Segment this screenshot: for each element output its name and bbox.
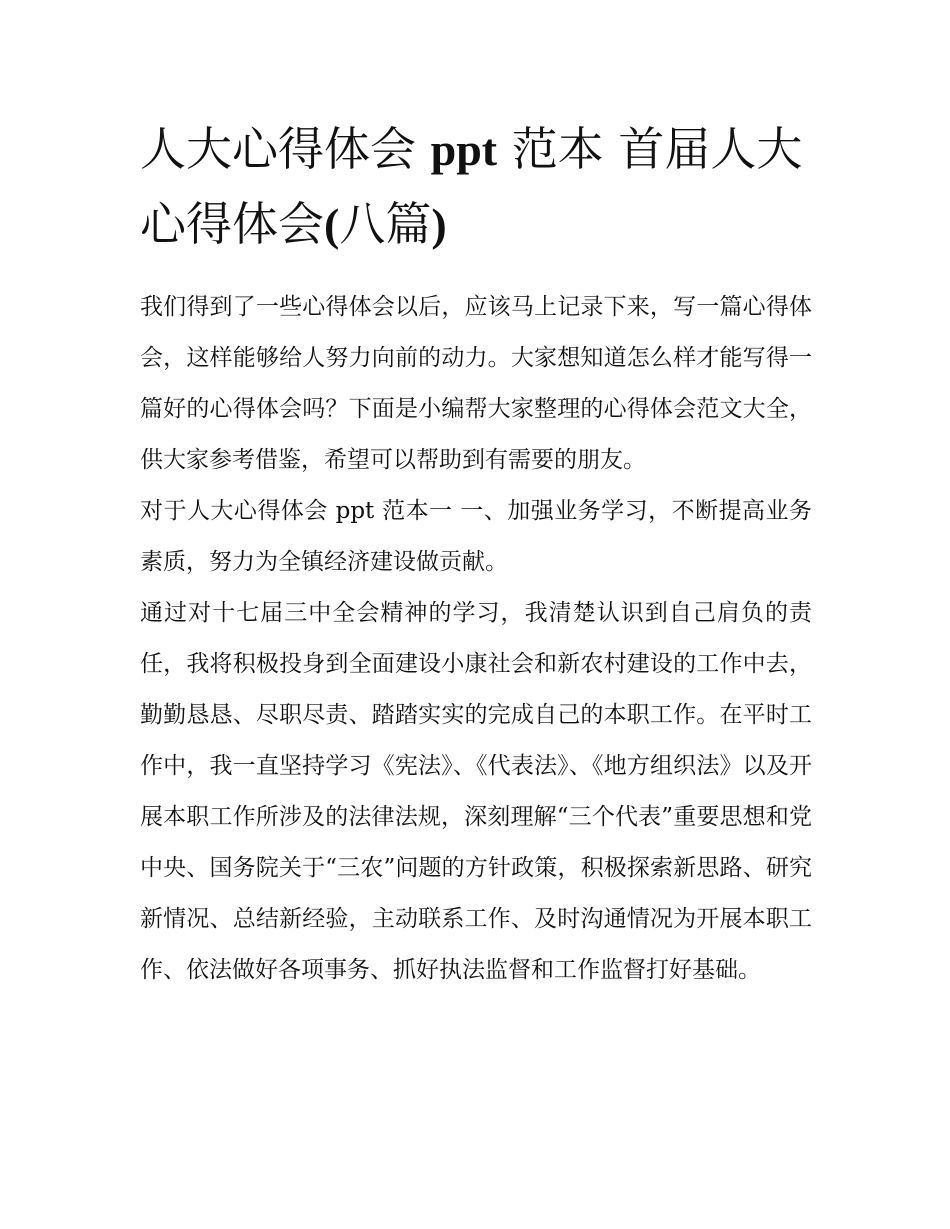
title-part-3: 八篇 [339,197,432,251]
paragraph-intro: 我们得到了一些心得体会以后，应该马上记录下来，写一篇心得体会，这样能够给人努力向前的动力。大家想知道怎么样才能写得一篇好的心得体会吗？下面是小编帮大家整理的心得体会范文大全，供大家参考借鉴，希望可以帮助到有需要的朋友。 [140,294,812,473]
title-paren-close: ) [431,199,447,250]
document-title [140,112,812,262]
document-page [140,112,812,996]
paragraph-body: 通过对十七届三中全会精神的学习，我清楚认识到自己肩负的责任，我将积极投身到全面建设小康社会和新农村建设的工作中去，勤勤恳恳、尽职尽责、踏踏实实的完成自己的本职工作。在平时工作中，我一直坚持学习《宪法》、《代表法》、《地方组织法》以及开展本职工作所涉及的法律法规，深刻理解“三个代表”重要思想和党中央、国务院关于“三农”问题的方针政策，积极探索新思路、研究新情况、总结新经验，主动联系工作、及时沟通情况为开展本职工作、依法做好各项事务、抓好执法监督和工作监督打好基础。 [140,600,812,983]
title-paren-open: ( [324,199,340,250]
title-latin: ppt [430,124,498,175]
title-part-2: 范本 首届人大心得体会 [140,122,803,251]
paragraph-section-heading: 对于人大心得体会 ppt 范本一 一、加强业务学习，不断提高业务素质，努力为全镇经济建设做贡献。 [140,498,812,575]
title-part-1: 人大心得体会 [140,122,416,176]
